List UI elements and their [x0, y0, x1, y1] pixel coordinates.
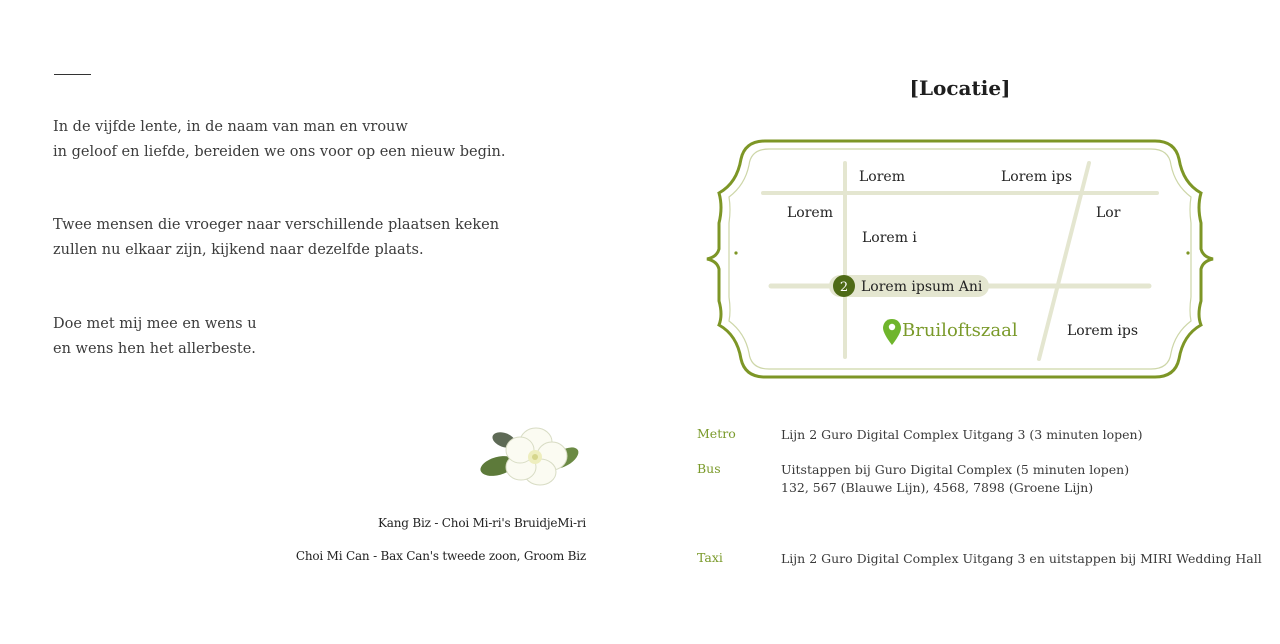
- map-label: Lorem: [787, 205, 833, 221]
- location-map: [703, 137, 1217, 381]
- poem-line: in geloof en liefde, bereiden we ons voor op een nieuw begin.: [53, 144, 506, 160]
- poem-line: In de vijfde lente, in de naam van man en vrouw: [53, 119, 408, 135]
- poem-line: zullen nu elkaar zijn, kijkend naar dezelfde plaats.: [53, 242, 424, 258]
- transport-detail: Lijn 2 Guro Digital Complex Uitgang 3 en uitstappen bij MIRI Wedding Hall: [781, 551, 1262, 566]
- exit-number: 2: [839, 280, 849, 295]
- poem-stanza-3: [53, 312, 257, 362]
- poem-line: Doe met mij mee en wens u: [53, 316, 257, 332]
- flower-illustration: [476, 422, 586, 492]
- poem-stanza-1: [53, 115, 505, 165]
- groom-signature: Choi Mi Can - Bax Can's tweede zoon, Groom Biz: [295, 549, 586, 563]
- venue-label: Bruiloftszaal: [902, 320, 1018, 341]
- transport-label: Taxi: [697, 550, 723, 565]
- transport-label: Bus: [697, 461, 721, 476]
- map-label: Lorem ips: [1001, 169, 1073, 185]
- map-label: Lorem ips: [1067, 323, 1139, 339]
- transport-label: Metro: [697, 426, 736, 441]
- poem-line: en wens hen het allerbeste.: [53, 341, 256, 357]
- transport-detail: [781, 461, 1129, 497]
- poem-stanza-2: [53, 213, 499, 263]
- poem-line: Twee mensen die vroeger naar verschillende plaatsen keken: [53, 217, 500, 233]
- transport-detail: Lijn 2 Guro Digital Complex Uitgang 3 (3 minuten lopen): [781, 427, 1143, 442]
- map-label: Lor: [1096, 205, 1121, 221]
- transport-detail-line: 132, 567 (Blauwe Lijn), 4568, 7898 (Groene Lijn): [781, 480, 1094, 495]
- map-frame-outer: [707, 141, 1213, 377]
- exit-label: Lorem ipsum Ani: [861, 279, 983, 295]
- location-title: [Locatie]: [909, 76, 1011, 100]
- transport-detail-line: Uitstappen bij Guro Digital Complex (5 minuten lopen): [781, 462, 1130, 477]
- map-label: Lorem i: [862, 230, 917, 246]
- bride-signature: Kang Biz - Choi Mi-ri's BruidjeMi-ri: [378, 516, 586, 530]
- decorative-rule: [54, 74, 91, 75]
- map-label: Lorem: [859, 169, 905, 185]
